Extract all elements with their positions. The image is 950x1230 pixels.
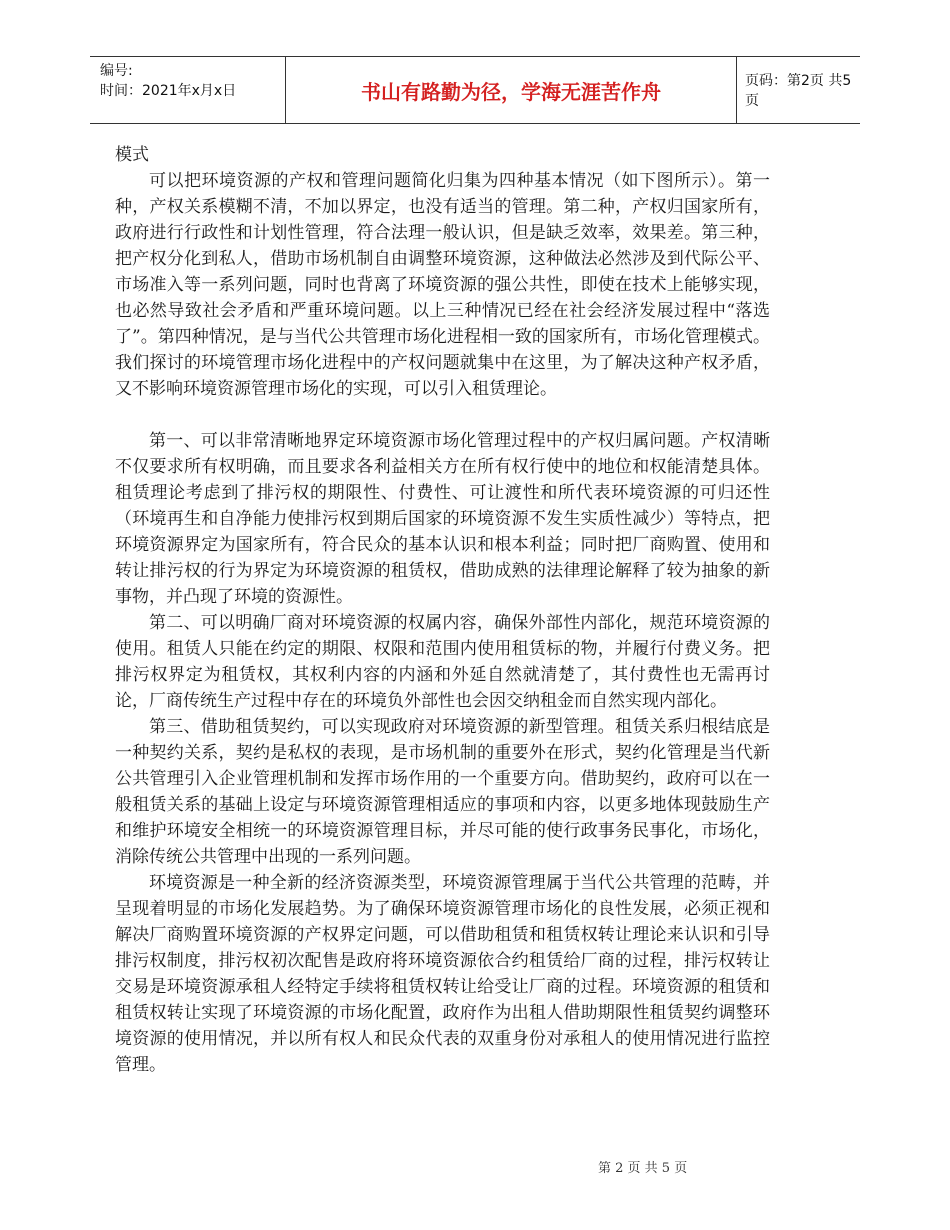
header-motto: 书山有路勤为径，学海无涯苦作舟 bbox=[285, 57, 737, 123]
paragraph: 第一、可以非常清晰地界定环境资源市场化管理过程中的产权归属问题。产权清晰不仅要求所有权明确，而且要求各利益相关方在所有权行使中的地位和权能清楚具体。租赁理论考虑到了排污权的期限性、付费性、可让渡性和所代表环境资源的可归还性（环境再生和自净能力使排污权到期后国家的环境资源不发生实质性减少）等特点，把环境资源界定为国家所有，符合民众的基本认识和根本利益；同时把厂商购置、使用和转让排污权的行为界定为环境资源的租赁权，借助成熟的法律理论解释了较为抽象的新事物，并凸现了环境的资源性。 bbox=[115, 431, 770, 607]
paragraph: 第二、可以明确厂商对环境资源的权属内容，确保外部性内部化，规范环境资源的使用。租赁人只能在约定的期限、权限和范围内使用租赁标的物，并履行付费义务。把排污权界定为租赁权，其权利内容的内涵和外延自然就清楚了，其付费性也无需再讨论，厂商传统生产过程中存在的环境负外部性也会因交纳租金而自然实现内部化。 bbox=[115, 613, 770, 711]
page-header bbox=[90, 56, 860, 124]
paragraph: 第三、借助租赁契约，可以实现政府对环境资源的新型管理。租赁关系归根结底是一种契约关系，契约是私权的表现，是市场机制的重要外在形式，契约化管理是当代新公共管理引入企业管理机制和发挥市场作用的一个重要方向。借助契约，政府可以在一般租赁关系的基础上设定与环境资源管理相适应的事项和内容，以更多地体现鼓励生产和维护环境安全相统一的环境资源管理目标，并尽可能的使行政事务民事化，市场化，消除传统公共管理中出现的一系列问题。 bbox=[115, 717, 770, 867]
page-footer: 第 2 页 共 5 页 bbox=[598, 1161, 688, 1176]
paragraph: 可以把环境资源的产权和管理问题简化归集为四种基本情况（如下图所示）。第一种，产权关系模糊不清，不加以界定，也没有适当的管理。第二种，产权归国家所有，政府进行行政性和计划性管理，符合法理一般认识，但是缺乏效率，效果差。第三种，把产权分化到私人，借助市场机制自由调整环境资源，这种做法必然涉及到代际公平、市场准入等一系列问题，同时也背离了环境资源的强公共性，即使在技术上能够实现，也必然导致社会矛盾和严重环境问题。以上三种情况已经在社会经济发展过程中“落选了”。第四种情况，是与当代公共管理市场化进程相一致的国家所有，市场化管理模式。我们探讨的环境管理市场化进程中的产权问题就集中在这里，为了解决这种产权矛盾，又不影响环境资源管理市场化的实现，可以引入租赁理论。 bbox=[115, 171, 770, 399]
document-body bbox=[115, 142, 770, 1078]
header-page-info: 页码：第2页 共5页 bbox=[745, 73, 852, 109]
document-date: 时间：2021年x月x日 bbox=[100, 83, 237, 99]
paragraph-continuation: 模式 bbox=[115, 145, 149, 165]
document-number-label: 编号: bbox=[100, 63, 133, 79]
header-meta bbox=[100, 61, 285, 101]
paragraph: 环境资源是一种全新的经济资源类型，环境资源管理属于当代公共管理的范畴，并呈现着明显的市场化发展趋势。为了确保环境资源管理市场化的良性发展，必须正视和解决厂商购置环境资源的产权界定问题，可以借助租赁和租赁权转让理论来认识和引导排污权制度，排污权初次配售是政府将环境资源依合约租赁给厂商的过程，排污权转让交易是环境资源承租人经特定手续将租赁权转让给受让厂商的过程。环境资源的租赁和租赁权转让实现了环境资源的市场化配置，政府作为出租人借助期限性租赁契约调整环境资源的使用情况，并以所有权人和民众代表的双重身份对承租人的使用情况进行监控管理。 bbox=[115, 873, 770, 1075]
